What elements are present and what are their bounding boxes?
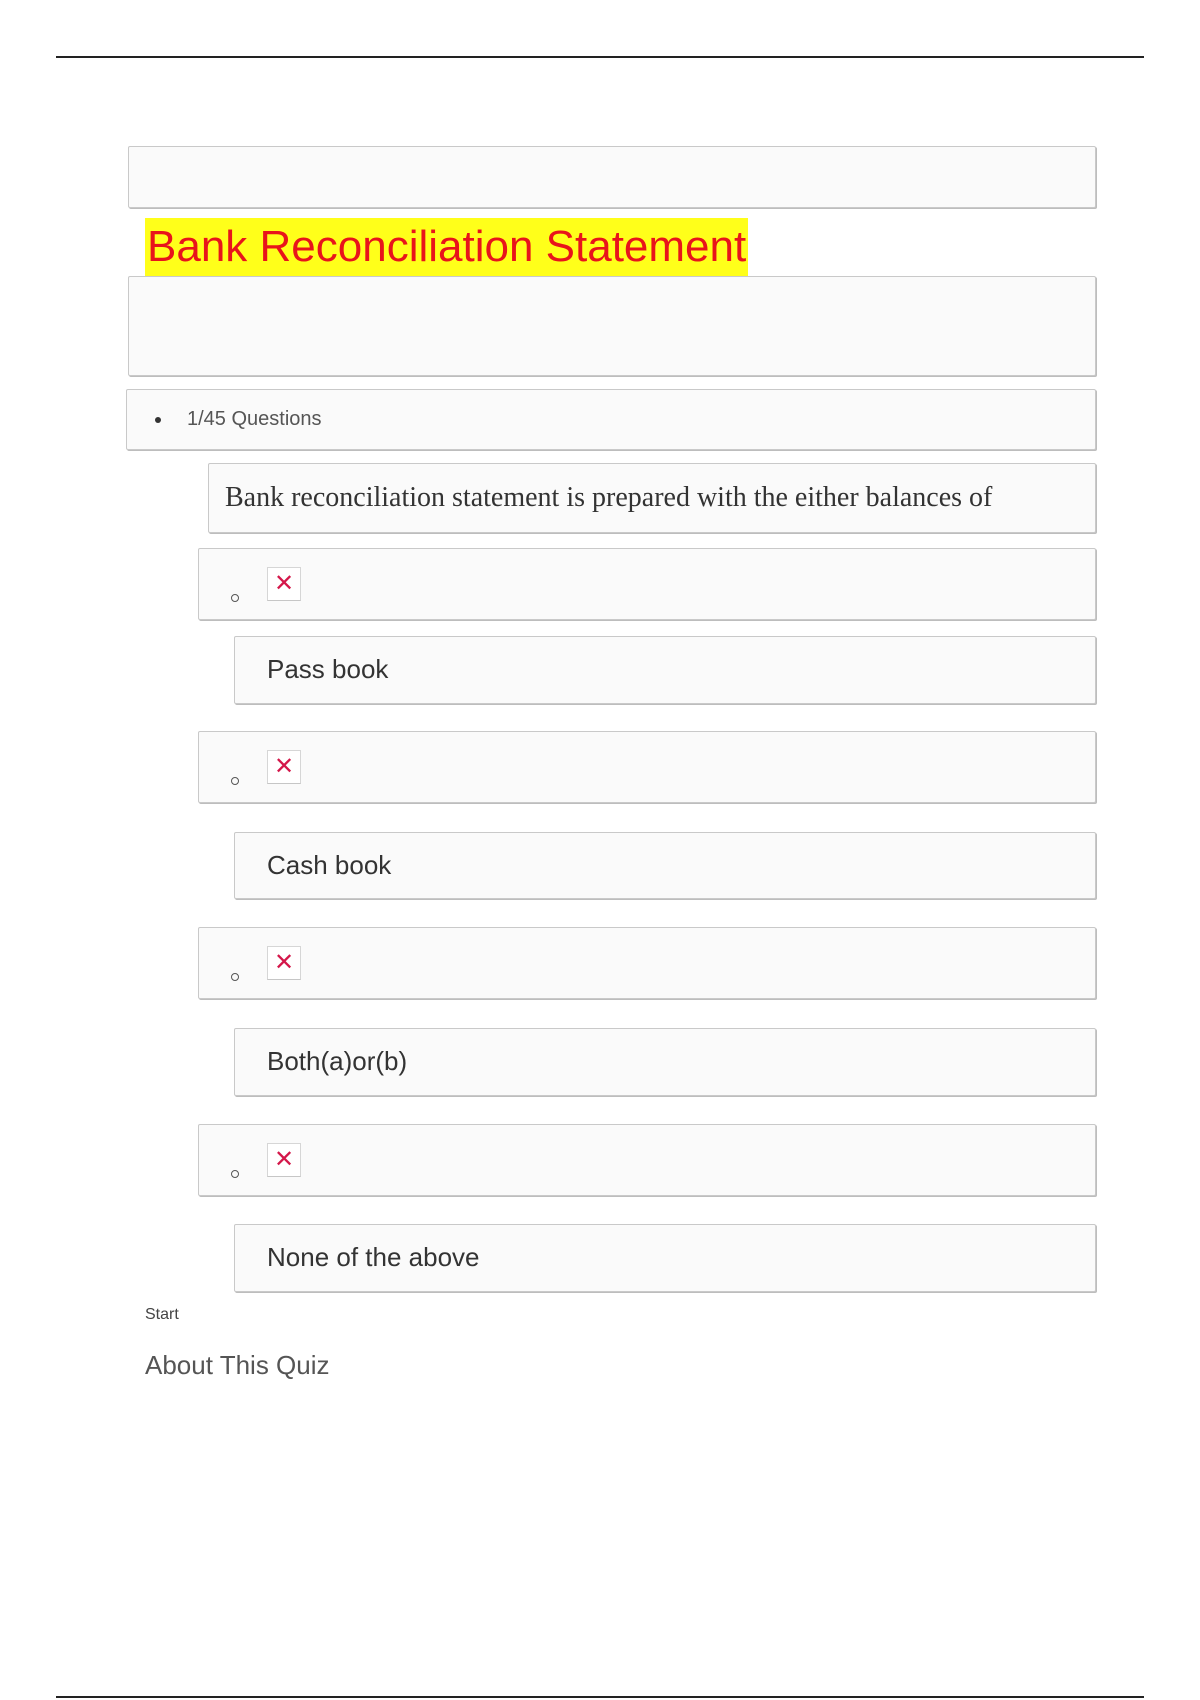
option-image-row[interactable] bbox=[198, 731, 1096, 803]
start-link[interactable]: Start bbox=[145, 1306, 179, 1323]
top-rule bbox=[56, 56, 1144, 58]
question-count: 1/45 Questions bbox=[187, 408, 322, 430]
broken-image-icon: ✕ bbox=[267, 750, 301, 784]
radio-circle-icon[interactable] bbox=[231, 594, 239, 602]
broken-image-icon: ✕ bbox=[267, 567, 301, 601]
question-text: Bank reconciliation statement is prepared with the either balances of bbox=[225, 482, 993, 513]
option-image-row[interactable] bbox=[198, 548, 1096, 620]
option-label-box[interactable] bbox=[234, 832, 1096, 899]
question-box bbox=[208, 463, 1096, 533]
page-title: Bank Reconciliation Statement bbox=[145, 218, 748, 276]
option-label: None of the above bbox=[267, 1242, 480, 1272]
question-count-box bbox=[126, 389, 1096, 450]
radio-circle-icon[interactable] bbox=[231, 973, 239, 981]
top-placeholder-box bbox=[128, 146, 1096, 208]
option-label: Cash book bbox=[267, 850, 392, 880]
banner-placeholder-box bbox=[128, 276, 1096, 376]
about-quiz-heading: About This Quiz bbox=[145, 1350, 330, 1380]
option-label-box[interactable] bbox=[234, 1224, 1096, 1292]
radio-circle-icon[interactable] bbox=[231, 1170, 239, 1178]
broken-image-icon: ✕ bbox=[267, 946, 301, 980]
option-label-box[interactable] bbox=[234, 1028, 1096, 1096]
bottom-rule bbox=[56, 1696, 1144, 1698]
option-label: Both(a)or(b) bbox=[267, 1046, 408, 1076]
option-label-box[interactable] bbox=[234, 636, 1096, 704]
option-image-row[interactable] bbox=[198, 1124, 1096, 1196]
option-label: Pass book bbox=[267, 654, 389, 684]
bullet-icon bbox=[155, 417, 161, 423]
radio-circle-icon[interactable] bbox=[231, 777, 239, 785]
broken-image-icon: ✕ bbox=[267, 1143, 301, 1177]
option-image-row[interactable] bbox=[198, 927, 1096, 999]
